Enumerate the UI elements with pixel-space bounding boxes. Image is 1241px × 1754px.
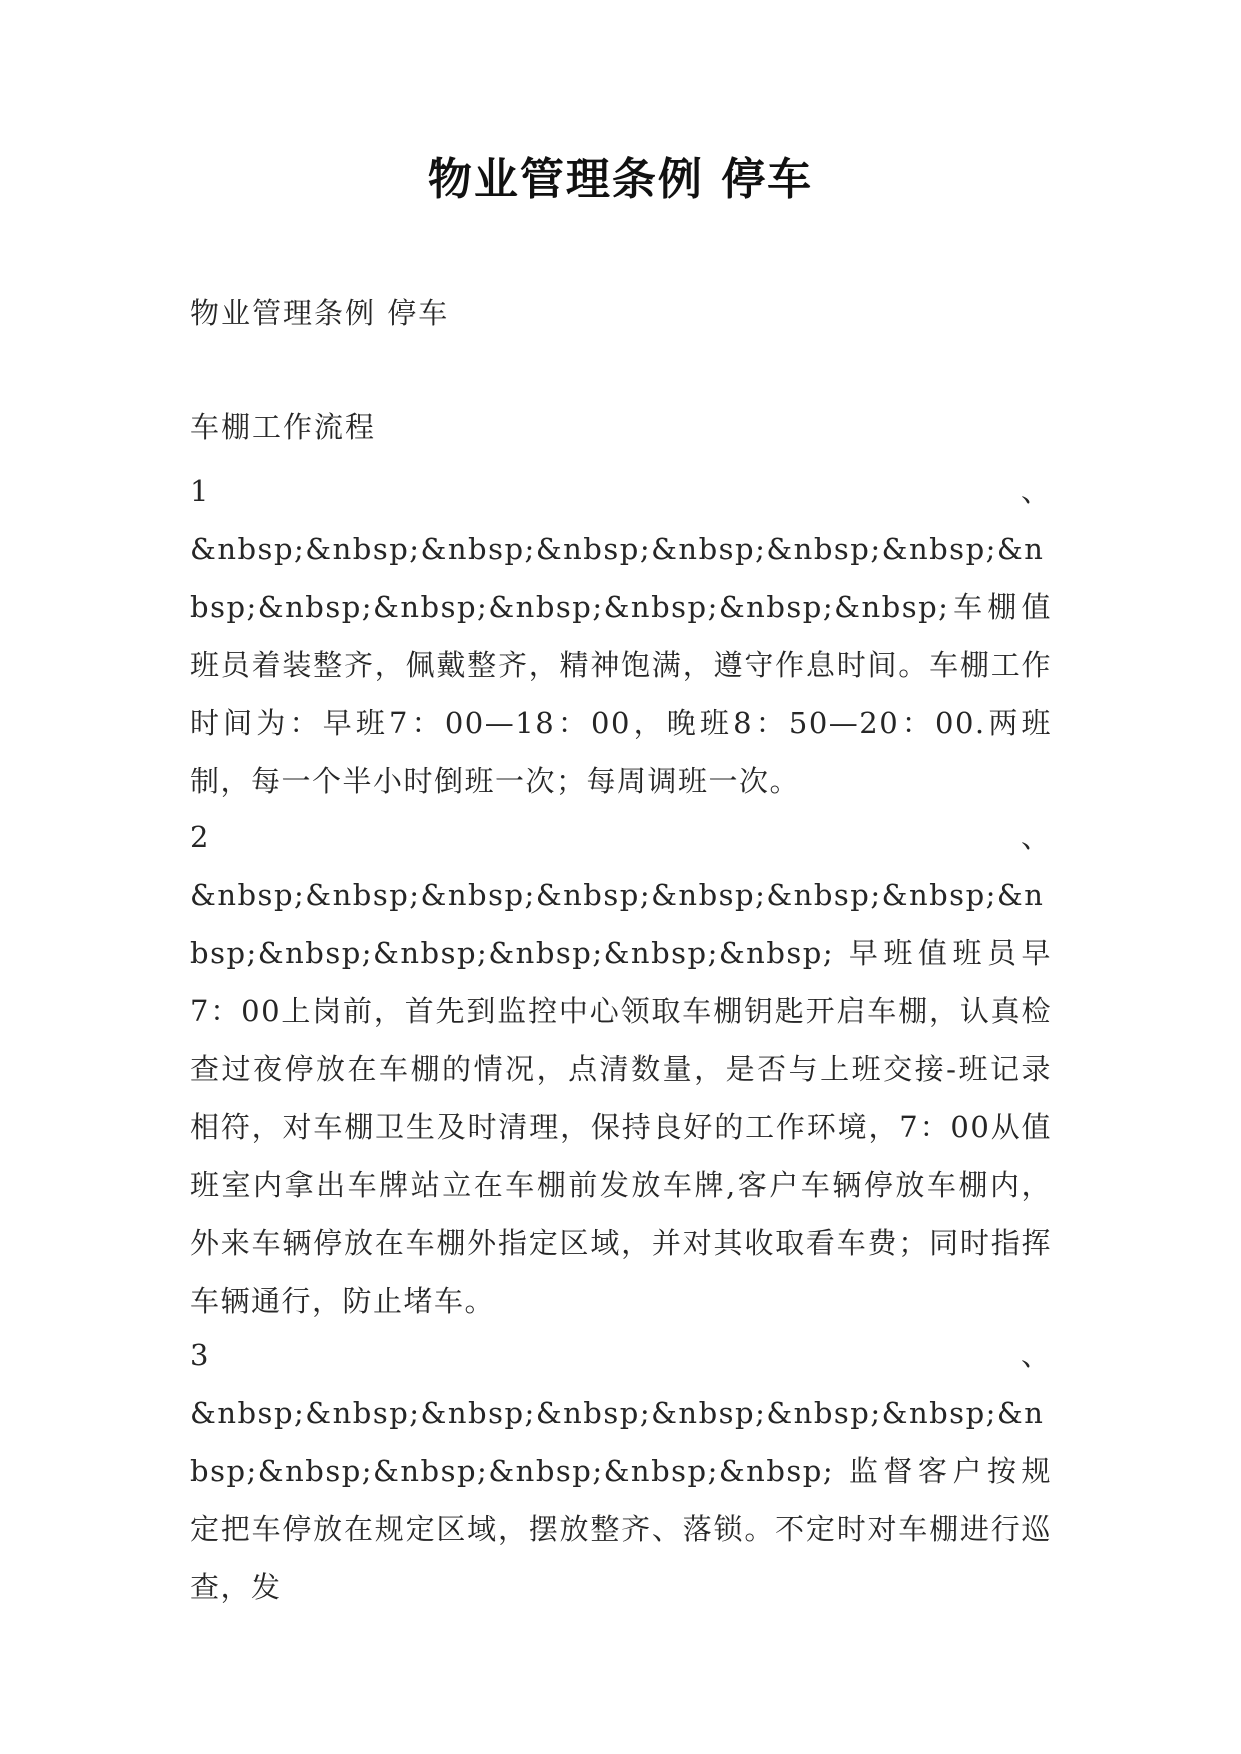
item-paragraph: &nbsp;&nbsp;&nbsp;&nbsp;&nbsp;&nbsp;&nbsp;&nbsp;&nbsp;&nbsp;&nbsp;&nbsp;&nbsp; 监督客户按规定把车停放在规定区域，摆放整齐、落锁。不定时对车棚进行巡查，发 (190, 1396, 1052, 1604)
item-number: 3 (190, 1338, 209, 1372)
item-separator: 、 (1020, 1338, 1050, 1372)
section-heading: 车棚工作流程 (190, 410, 377, 444)
item-separator: 、 (1020, 820, 1050, 854)
item-paragraph: &nbsp;&nbsp;&nbsp;&nbsp;&nbsp;&nbsp;&nbsp;&nbsp;&nbsp;&nbsp;&nbsp;&nbsp;&nbsp;&nbsp;车棚值班员着装整齐，佩戴整齐，精神饱满，遵守作息时间。车棚工作时间为：早班7：00—18：00，晚班8：50—20：00.两班制，每一个半小时倒班一次；每周调班一次。 (190, 532, 1052, 798)
item-number: 2 (190, 820, 209, 854)
document-subtitle: 物业管理条例 停车 (190, 296, 450, 330)
document-title: 物业管理条例 停车 (427, 154, 814, 205)
item-separator: 、 (1020, 474, 1050, 508)
item-paragraph: &nbsp;&nbsp;&nbsp;&nbsp;&nbsp;&nbsp;&nbsp;&nbsp;&nbsp;&nbsp;&nbsp;&nbsp;&nbsp; 早班值班员早7：00上岗前，首先到监控中心领取车棚钥匙开启车棚，认真检查过夜停放在车棚的情况，点清数量，是否与上班交接-班记录相符，对车棚卫生及时清理，保持良好的工作环境，7：00从值班室内拿出车牌站立在车棚前发放车牌,客户车辆停放车棚内，外来车辆停放在车棚外指定区域，并对其收取看车费；同时指挥车辆通行，防止堵车。 (190, 878, 1052, 1318)
item-number: 1 (190, 474, 209, 508)
